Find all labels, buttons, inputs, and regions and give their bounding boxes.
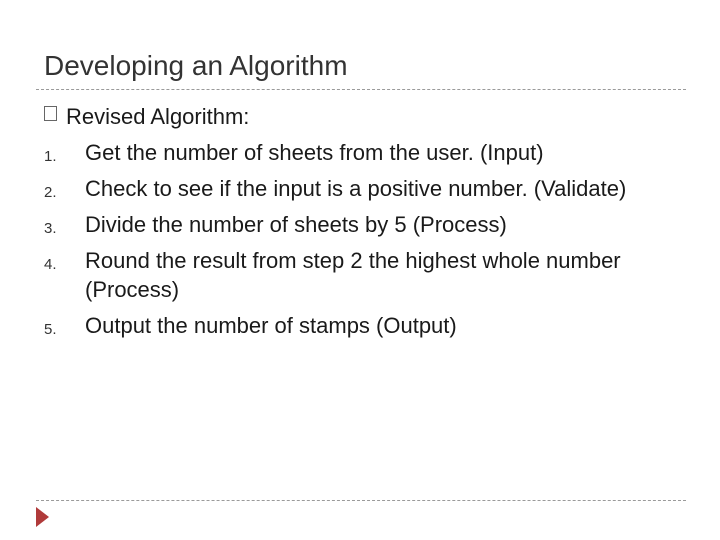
- step-number: 4.: [44, 256, 57, 273]
- step-text: Get the number of sheets from the user. (Input): [85, 140, 544, 165]
- box-bullet-icon: [44, 106, 57, 121]
- bullet-heading: [44, 102, 684, 131]
- step-number: 1.: [44, 148, 57, 165]
- list-item: [44, 311, 684, 340]
- step-text: Divide the number of sheets by 5 (Process): [85, 212, 507, 237]
- step-text: Output the number of stamps (Output): [85, 313, 457, 338]
- footer-divider: [36, 500, 686, 501]
- list-item: [44, 174, 684, 203]
- list-item: [44, 210, 684, 239]
- slide-content: [44, 102, 684, 340]
- play-arrow-icon[interactable]: [36, 507, 49, 527]
- list-item: [44, 138, 684, 167]
- step-number: 3.: [44, 220, 57, 237]
- slide-title: Developing an Algorithm: [44, 50, 348, 81]
- title-divider: [36, 89, 686, 90]
- step-number: 5.: [44, 321, 57, 338]
- step-text: Round the result from step 2 the highest whole number (Process): [85, 248, 621, 302]
- step-text: Check to see if the input is a positive number. (Validate): [85, 176, 627, 201]
- step-number: 2.: [44, 184, 57, 201]
- list-item: [44, 246, 684, 304]
- algorithm-steps-list: [44, 138, 684, 340]
- heading-text: Revised Algorithm:: [66, 104, 250, 129]
